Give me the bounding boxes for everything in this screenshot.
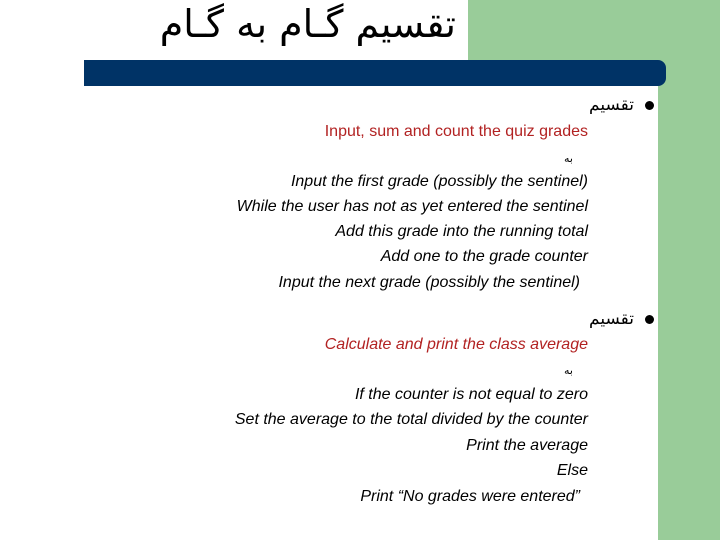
section1-line: Add this grade into the running total: [335, 223, 588, 240]
section2-line: Set the average to the total divided by the counter: [234, 411, 588, 428]
section2-heading: تقسیم: [589, 309, 634, 329]
slide-title: تقسیم گـام به گـام: [159, 2, 456, 46]
section1-line: Input the first grade (possibly the sentinel): [290, 173, 588, 190]
section1-line: Input the next grade (possibly the sentinel): [278, 274, 580, 291]
section2-line: If the counter is not equal to zero: [354, 386, 588, 403]
section2-line: Print the average: [466, 437, 588, 454]
section1-line: While the user has not as yet entered the sentinel: [236, 198, 588, 215]
title-underline-band: [84, 60, 666, 86]
decorative-green-sidebar: [658, 70, 720, 540]
section2-lead: Calculate and print the class average: [324, 336, 588, 353]
section1-connector: به: [564, 152, 573, 165]
section2-line: Else: [556, 462, 588, 479]
bullet-icon: [645, 101, 654, 110]
section1-heading: تقسیم: [589, 95, 634, 115]
section1-line: Add one to the grade counter: [380, 248, 588, 265]
section1-lead: Input, sum and count the quiz grades: [324, 123, 588, 140]
section2-line: Print “No grades were entered”: [360, 488, 580, 505]
section2-connector: به: [564, 364, 573, 377]
bullet-icon: [645, 315, 654, 324]
